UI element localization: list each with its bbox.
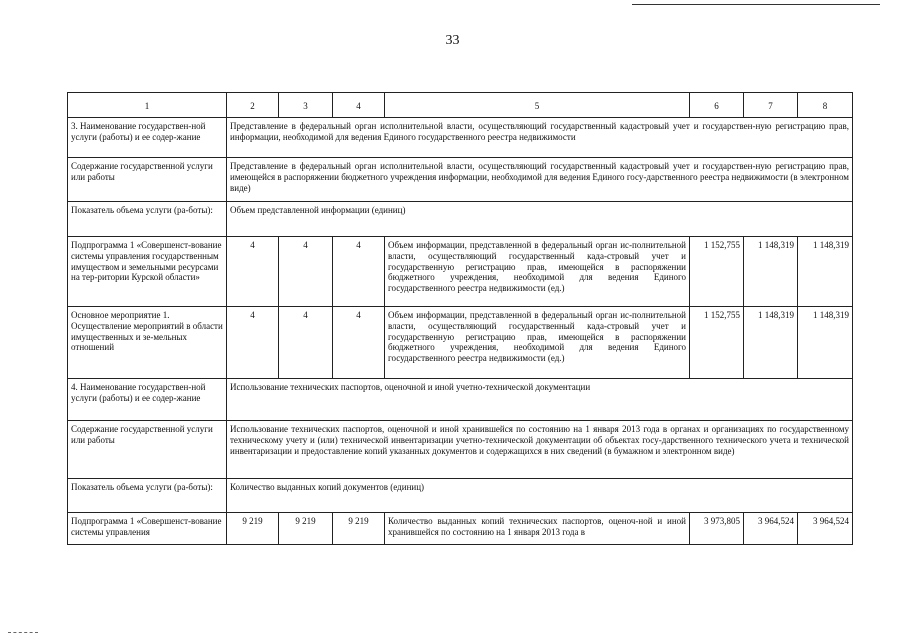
column-header: 2 bbox=[227, 93, 279, 118]
row-value: Представление в федеральный орган исполнительной власти, осуществляющий государственный кадастровый учет и государствен-ную регистрацию прав, имеющейся в распоряжении бюджетного учреждения информации, необходимой для ведения Единого госу-дарственного реестра недвижимости (в электронном виде) bbox=[227, 158, 853, 202]
row-label: 4. Наименование государствен-ной услуги (работы) и ее содер-жание bbox=[68, 379, 227, 421]
value-cell: 3 964,524 bbox=[798, 513, 853, 545]
program-name: Подпрограмма 1 «Совершенст-вование системы управления государственным имуществом и земельными ресурсами на тер-ритории Курской области» bbox=[68, 237, 227, 307]
column-header: 1 bbox=[68, 93, 227, 118]
row-label: Содержание государственной услуги или работы bbox=[68, 421, 227, 479]
indicator-description: Объем информации, представленной в федеральный орган ис-полнительной власти, осуществляющий государственный када-стровый учет и государственную регистрацию прав, имеющейся в распоряжении бюджетного учреждения, необходимой для ведения Единого государственного реестра недвижимости (ед.) bbox=[385, 307, 690, 379]
indicator-row bbox=[68, 479, 853, 513]
value-cell: 4 bbox=[333, 237, 385, 307]
value-cell: 9 219 bbox=[279, 513, 333, 545]
table-row bbox=[68, 307, 853, 379]
column-header: 8 bbox=[798, 93, 853, 118]
value-cell: 4 bbox=[227, 237, 279, 307]
value-cell: 4 bbox=[279, 237, 333, 307]
column-header: 5 bbox=[385, 93, 690, 118]
row-label: Показатель объема услуги (ра-боты): bbox=[68, 479, 227, 513]
column-header-row bbox=[68, 93, 853, 118]
row-label: Содержание государственной услуги или работы bbox=[68, 158, 227, 202]
row-value: Использование технических паспортов, оценочной и иной учетно-технической документации bbox=[227, 379, 853, 421]
row-value: Представление в федеральный орган исполнительной власти, осуществляющий государственный кадастровый учет и государствен-ную регистрацию прав, информации, необходимой для ведения Единого государственного реестра недвижимости bbox=[227, 118, 853, 158]
row-label: Показатель объема услуги (ра-боты): bbox=[68, 202, 227, 237]
service-name-row bbox=[68, 379, 853, 421]
table-row bbox=[68, 237, 853, 307]
program-name: Подпрограмма 1 «Совершенст-вование системы управления bbox=[68, 513, 227, 545]
service-content-row bbox=[68, 158, 853, 202]
value-cell: 4 bbox=[333, 307, 385, 379]
row-value: Количество выданных копий документов (единиц) bbox=[227, 479, 853, 513]
service-name-row bbox=[68, 118, 853, 158]
value-cell: 9 219 bbox=[333, 513, 385, 545]
value-cell: 1 148,319 bbox=[798, 307, 853, 379]
row-value: Объем представленной информации (единиц) bbox=[227, 202, 853, 237]
value-cell: 3 973,805 bbox=[690, 513, 744, 545]
bottom-mark bbox=[8, 632, 38, 633]
top-rule bbox=[632, 4, 880, 5]
program-name: Основное мероприятие 1. Осуществление мероприятий в области имущественных и зе-мельных отношений bbox=[68, 307, 227, 379]
column-header: 6 bbox=[690, 93, 744, 118]
table-row bbox=[68, 513, 853, 545]
value-cell: 1 148,319 bbox=[798, 237, 853, 307]
value-cell: 1 148,319 bbox=[744, 307, 798, 379]
value-cell: 4 bbox=[279, 307, 333, 379]
value-cell: 1 152,755 bbox=[690, 237, 744, 307]
page-number: 33 bbox=[445, 33, 460, 48]
value-cell: 9 219 bbox=[227, 513, 279, 545]
service-content-row bbox=[68, 421, 853, 479]
indicator-description: Количество выданных копий технических паспортов, оценоч-ной и иной хранившейся по состоянию на 1 января 2013 года в bbox=[385, 513, 690, 545]
indicator-row bbox=[68, 202, 853, 237]
value-cell: 1 148,319 bbox=[744, 237, 798, 307]
service-table bbox=[67, 92, 853, 545]
row-label: 3. Наименование государствен-ной услуги (работы) и ее содер-жание bbox=[68, 118, 227, 158]
value-cell: 4 bbox=[227, 307, 279, 379]
column-header: 7 bbox=[744, 93, 798, 118]
value-cell: 1 152,755 bbox=[690, 307, 744, 379]
row-value: Использование технических паспортов, оценочной и иной хранившейся по состоянию на 1 января 2013 года в органах и организациях по государственному техническому учету и (или) технической инвентаризации учетно-технической документации об объектах госу-дарственного технического учета и технической инвентаризации и предоставление копий указанных документов и содержащихся в них сведений (в бумажном и электронном виде) bbox=[227, 421, 853, 479]
value-cell: 3 964,524 bbox=[744, 513, 798, 545]
column-header: 3 bbox=[279, 93, 333, 118]
column-header: 4 bbox=[333, 93, 385, 118]
indicator-description: Объем информации, представленной в федеральный орган ис-полнительной власти, осуществляющий государственный када-стровый учет и государственную регистрацию прав, имеющейся в распоряжении бюджетного учреждения, необходимой для ведения Единого государственного реестра недвижимости (ед.) bbox=[385, 237, 690, 307]
